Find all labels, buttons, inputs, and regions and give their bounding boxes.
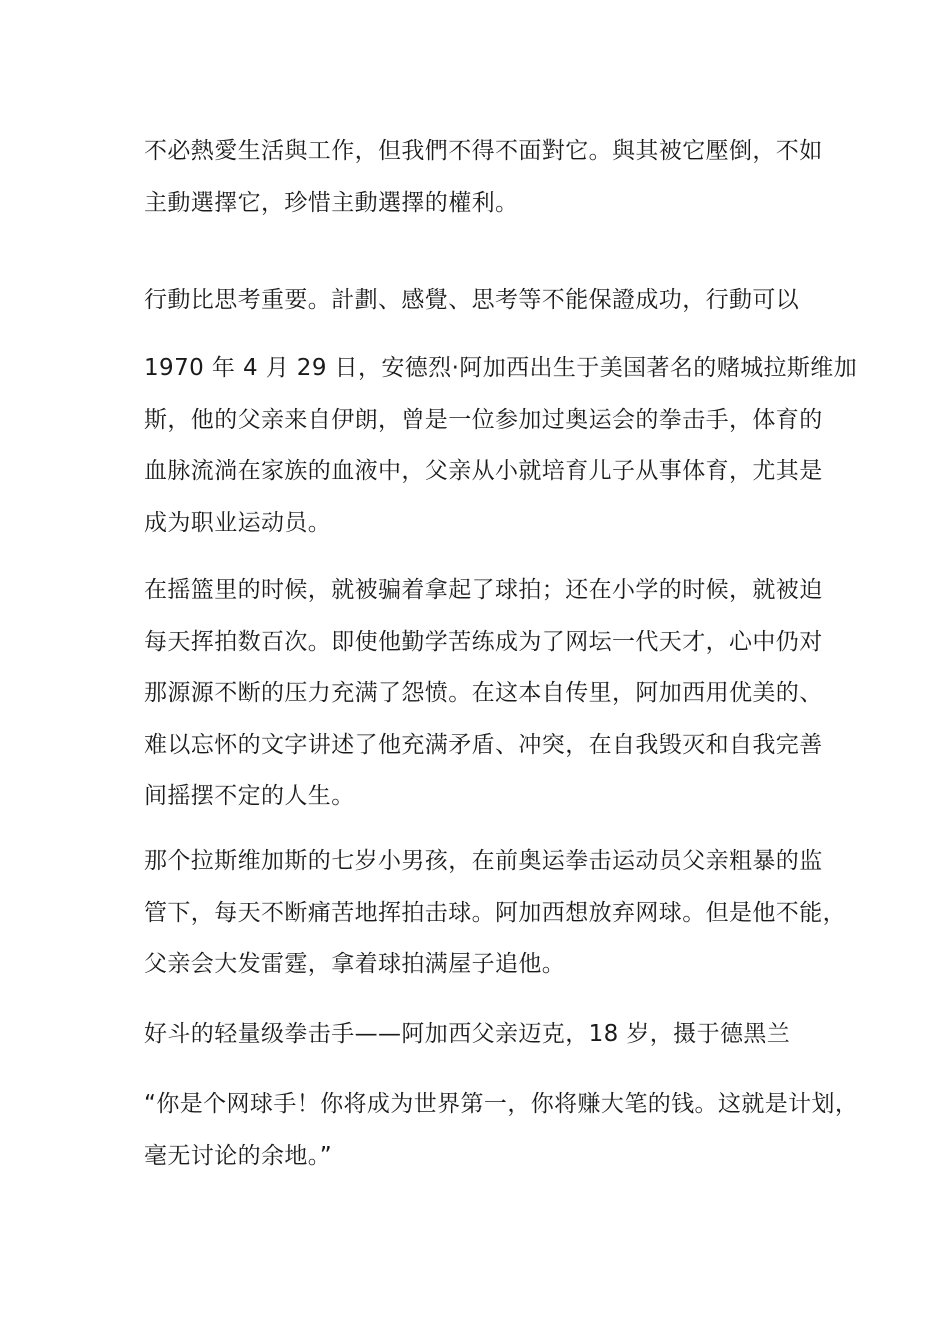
- text-line: 难以忘怀的文字讲述了他充满矛盾、冲突，在自我毁灭和自我完善: [144, 731, 823, 758]
- text-line: 主動選擇它，珍惜主動選擇的權利。: [144, 189, 519, 216]
- paragraph-2: [144, 275, 799, 327]
- text-line: 在摇篮里的时候，就被骗着拿起了球拍；还在小学的时候，就被迫: [144, 577, 823, 603]
- text-line: 毫无讨论的余地。”: [144, 1142, 333, 1169]
- text-line: 行動比思考重要。計劃、感覺、思考等不能保證成功，行動可以: [144, 287, 800, 313]
- text-line: 斯，他的父亲来自伊朗，曾是一位参加过奥运会的拳击手，体育的: [144, 406, 823, 433]
- text-line: 那源源不断的压力充满了怨愤。在这本自传里，阿加西用优美的、: [144, 680, 823, 706]
- text-line: 管下，每天不断痛苦地挥拍击球。阿加西想放弃网球。但是他不能，: [144, 899, 846, 926]
- text-line: “你是个网球手！你将成为世界第一，你将赚大笔的钱。这就是计划，: [144, 1091, 859, 1117]
- text-line: 间摇摆不定的人生。: [144, 783, 355, 809]
- text-line: 不必熱愛生活與工作，但我們不得不面對它。與其被它壓倒，不如: [144, 138, 823, 164]
- paragraph-3: [144, 343, 857, 549]
- paragraph-5: [144, 836, 846, 991]
- text-line: 成为职业运动员。: [144, 509, 332, 536]
- text-line: 父亲会大发雷霆，拿着球拍满屋子追他。: [144, 951, 566, 977]
- text-line: 那个拉斯维加斯的七岁小男孩，在前奥运拳击运动员父亲粗暴的监: [144, 848, 823, 874]
- paragraph-6: [144, 1009, 790, 1061]
- paragraph-4: [144, 565, 823, 823]
- text-line: 血脉流淌在家族的血液中，父亲从小就培育儿子从事体育，尤其是: [144, 458, 823, 484]
- text-line: 好斗的轻量级拳击手——阿加西父亲迈克，18 岁，摄于德黑兰: [144, 1021, 791, 1047]
- paragraph-1: [144, 126, 823, 229]
- text-line: 每天挥拍数百次。即使他勤学苦练成为了网坛一代天才，心中仍对: [144, 628, 823, 655]
- text-line: 1970 年 4 月 29 日，安德烈·阿加西出生于美国著名的赌城拉斯维加: [144, 355, 858, 381]
- paragraph-7: [144, 1079, 858, 1182]
